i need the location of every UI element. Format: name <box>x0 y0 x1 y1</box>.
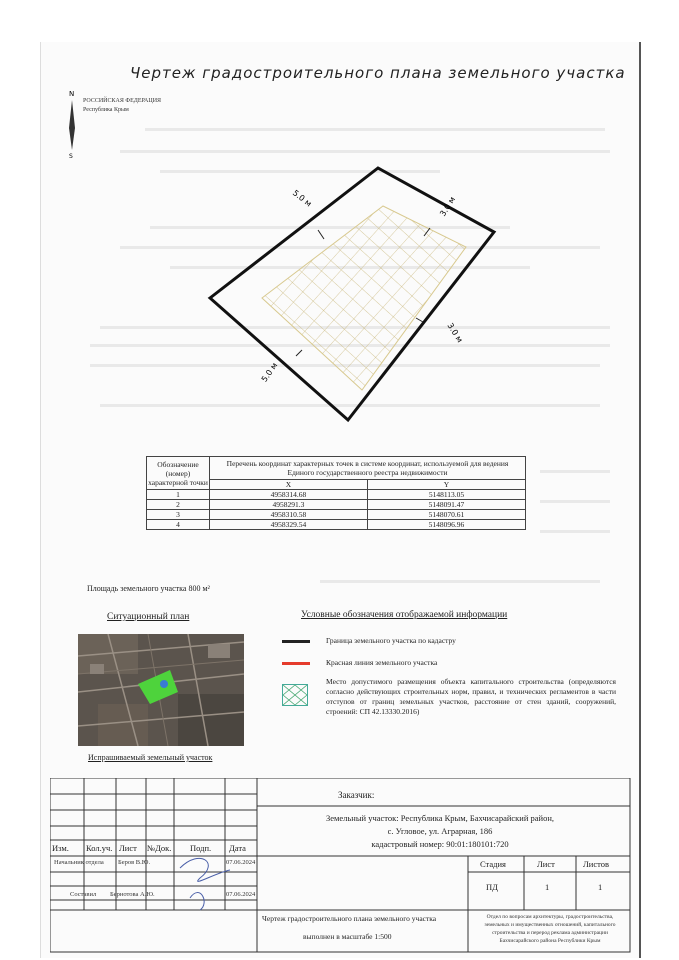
col-point-header: Обозначение (номер) характерной точки <box>147 457 210 490</box>
parcel-line-2: с. Угловое, ул. Аграрная, 186 <box>387 826 493 836</box>
sheet-value: 1 <box>545 882 550 892</box>
org-block: Отдел по вопросам архитектуры, градостроительства, земельных и имущественных отношений, капитального строительства и перерод реклама администрации Бахчисарайского района Республики Крым <box>484 914 616 944</box>
drawing-name-2: выполнен в масштабе 1:500 <box>303 932 392 941</box>
compass-north: N <box>69 90 75 98</box>
legend-boundary-text: Граница земельного участка по кадастру <box>326 636 456 645</box>
col-sign: Подп. <box>190 843 212 853</box>
sheets-label: Листов <box>583 859 609 869</box>
legend-boundary-swatch <box>282 640 310 643</box>
sheets-value: 1 <box>598 882 603 892</box>
legend-title: Условные обозначения отображаемой информации <box>301 610 508 620</box>
header-region: Республика Крым <box>83 107 129 113</box>
col-x-header: X <box>210 480 368 490</box>
legend-redline-text: Красная линия земельного участка <box>326 658 438 667</box>
parcel-line-1: Земельный участок: Республика Крым, Бахчисарайский район, <box>325 813 555 823</box>
row1-name: Беров В.Ю. <box>118 859 151 866</box>
table-header: Перечень координат характерных точек в системе координат, используемой для ведения Единого государственного реестра недвижимости <box>210 457 526 480</box>
drawing-name-1: Чертеж градостроительного плана земельного участка <box>262 914 437 923</box>
col-sheet: Лист <box>119 843 137 853</box>
table-row: 3 4958310.58 5148070.61 <box>147 510 526 520</box>
table-row: 1 4958314.68 5148113.05 <box>147 490 526 500</box>
row1-role: Начальник отдела <box>54 859 104 866</box>
legend-buildable-text: Место допустимого размещения объекта капитального строительства (определяются согласно действующих строительных норм, правил, и технических регламентов в части отступов от границ земельных участков, расстояние от стен зданий, сооружений, строений: СП 42.13330.2016) <box>326 677 616 716</box>
stage-value: ПД <box>486 882 498 892</box>
row2-date: 07.06.2024 <box>226 891 256 898</box>
parcel-line-3: кадастровый номер: 90:01:180101:720 <box>371 839 509 849</box>
situation-map <box>78 634 244 746</box>
dimension-label-2: 3.0 м <box>438 195 458 218</box>
sheet-label: Лист <box>537 859 555 869</box>
col-count: Кол.уч. <box>86 843 113 853</box>
legend-buildable-swatch <box>282 684 308 706</box>
map-pin-icon <box>160 680 168 688</box>
row2-role: Составил <box>70 891 97 898</box>
parcel-drawing <box>0 0 679 460</box>
aerial-photo <box>78 634 244 746</box>
signature-mark <box>180 858 230 910</box>
coordinates-table <box>146 456 526 530</box>
col-doc: №Док. <box>147 843 172 853</box>
dimension-label-3: 3.0 м <box>445 321 465 345</box>
situation-caption: Испрашиваемый земельный участок <box>88 753 213 762</box>
table-row: 2 4958291.3 5148091.47 <box>147 500 526 510</box>
col-change: Изм. <box>52 843 69 853</box>
customer-label: Заказчик: <box>338 790 375 800</box>
row1-date: 07.06.2024 <box>226 859 256 866</box>
situation-plan-title: Ситуационный план <box>107 612 190 622</box>
legend-redline-swatch <box>282 662 310 665</box>
compass-south: S <box>69 153 73 158</box>
header-country: РОССИЙСКАЯ ФЕДЕРАЦИЯ <box>83 98 162 104</box>
area-text: Площадь земельного участка 800 м² <box>87 584 210 593</box>
row2-name: Бернотова А.Ю. <box>110 891 155 898</box>
table-row: 4 4958329.54 5148096.96 <box>147 520 526 530</box>
col-date: Дата <box>229 843 246 853</box>
col-y-header: Y <box>367 480 525 490</box>
dimension-label-1: 5.0 м <box>290 188 314 209</box>
stage-label: Стадия <box>480 859 506 869</box>
page-title: Чертеж градостроительного плана земельного участка <box>130 64 626 82</box>
dimension-label-4: 5.0 м <box>259 361 280 384</box>
